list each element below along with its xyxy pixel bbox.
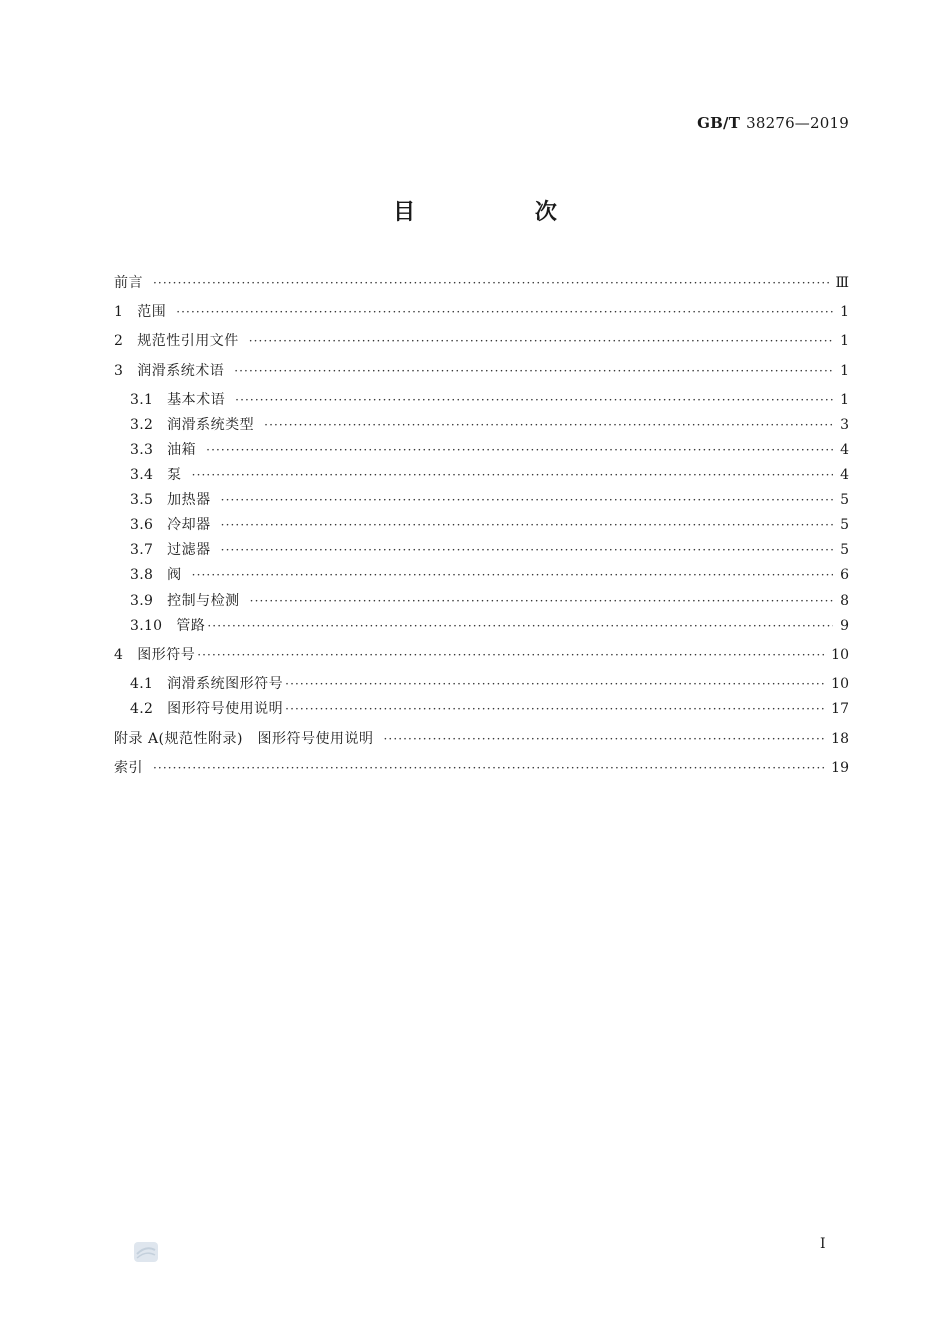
toc-entry-number: 3 (114, 363, 124, 379)
toc-leader-dots (221, 539, 833, 561)
toc-entry-page: 1 (840, 392, 849, 408)
toc-entry-page: 5 (840, 492, 849, 508)
toc-entry-preface[interactable] (114, 272, 849, 294)
toc-entry-title: 索引 (114, 760, 143, 776)
sac-logo-icon (133, 1240, 159, 1264)
toc-title: 目 次 (393, 200, 613, 225)
toc-leader-dots (250, 590, 833, 612)
toc-entry-title: 范围 (137, 304, 167, 320)
toc-entry-page: 19 (831, 760, 849, 776)
toc-entry-title: 管路 (176, 618, 206, 634)
toc-entry-3-1[interactable] (130, 389, 849, 411)
toc-leader-dots (192, 464, 833, 486)
toc-entry-title: 控制与检测 (167, 593, 240, 609)
toc-entry-number: 1 (114, 304, 124, 320)
toc-entry-number: 3.8 (130, 567, 154, 583)
toc-entry-title: 油箱 (167, 442, 197, 458)
toc-entry-3-3[interactable] (130, 439, 849, 461)
toc-leader-dots (153, 272, 829, 294)
toc-leader-dots (383, 728, 825, 750)
toc-entry-page: 5 (840, 542, 849, 558)
toc-entry-title: 过滤器 (167, 542, 211, 558)
toc-leader-dots (234, 360, 833, 382)
toc-entry-page: 18 (831, 731, 849, 747)
toc-leader-dots (285, 673, 825, 695)
toc-entry-number: 3.1 (130, 392, 154, 408)
toc-entry-page: 1 (840, 363, 849, 379)
toc-entry-page: 10 (831, 647, 849, 663)
toc-entry-appendix-a[interactable] (114, 728, 849, 750)
toc-entry-3-2[interactable] (130, 414, 849, 436)
toc-entry-1[interactable] (114, 301, 849, 323)
toc-entry-title: 润滑系统图形符号 (167, 676, 284, 692)
toc-entry-title: 润滑系统类型 (167, 417, 255, 433)
toc-entry-page: 8 (840, 593, 849, 609)
toc-entry-number: 3.9 (130, 593, 154, 609)
toc-entry-number: 3.7 (130, 542, 154, 558)
toc-entry-page: Ⅲ (835, 275, 849, 291)
toc-entry-3[interactable] (114, 360, 849, 382)
toc-entry-3-10[interactable] (130, 615, 849, 637)
toc-entry-number: 3.5 (130, 492, 154, 508)
toc-entry-index[interactable] (114, 757, 849, 779)
standard-code: 38276—2019 (746, 114, 849, 132)
toc-entry-3-9[interactable] (130, 590, 849, 612)
toc-entry-number: 3.6 (130, 517, 154, 533)
toc-leader-dots (206, 439, 833, 461)
toc-entry-title: 加热器 (167, 492, 211, 508)
toc-entry-page: 6 (840, 567, 849, 583)
toc-entry-title: 润滑系统术语 (137, 363, 225, 379)
toc-leader-dots (235, 389, 833, 411)
toc-entry-number: 3.3 (130, 442, 154, 458)
toc-entry-3-7[interactable] (130, 539, 849, 561)
toc-entry-4[interactable] (114, 644, 849, 666)
toc-entry-title: 规范性引用文件 (137, 333, 239, 349)
toc-entry-3-6[interactable] (130, 514, 849, 536)
toc-entry-title: 冷却器 (167, 517, 211, 533)
toc-entry-title: 图形符号 (137, 647, 196, 663)
toc-entry-title: 附录 A(规范性附录) 图形符号使用说明 (114, 731, 374, 747)
toc-entry-3-5[interactable] (130, 489, 849, 511)
toc-entry-number: 4 (114, 647, 124, 663)
toc-entry-title: 前言 (114, 275, 143, 291)
toc-entry-page: 4 (840, 467, 849, 483)
toc-leader-dots (176, 301, 833, 323)
toc-entry-page: 1 (840, 333, 849, 349)
toc-entry-4-1[interactable] (130, 673, 849, 695)
page-number: I (820, 1236, 826, 1252)
toc-entry-title: 泵 (167, 467, 182, 483)
toc-entry-title: 图形符号使用说明 (167, 701, 284, 717)
toc-entry-number: 4.1 (130, 676, 154, 692)
toc-entry-4-2[interactable] (130, 698, 849, 720)
toc-entry-page: 3 (840, 417, 849, 433)
toc-entry-title: 阀 (167, 567, 182, 583)
toc-leader-dots (249, 330, 833, 352)
toc-entry-page: 1 (840, 304, 849, 320)
toc-entry-number: 4.2 (130, 701, 154, 717)
toc-leader-dots (221, 514, 833, 536)
toc-entry-number: 2 (114, 333, 124, 349)
toc-entry-page: 10 (831, 676, 849, 692)
toc-entry-number: 3.2 (130, 417, 154, 433)
toc-leader-dots (153, 757, 825, 779)
toc-entry-page: 17 (831, 701, 849, 717)
toc-entry-3-4[interactable] (130, 464, 849, 486)
toc-leader-dots (197, 644, 825, 666)
toc-entry-2[interactable] (114, 330, 849, 352)
toc-leader-dots (207, 615, 833, 637)
toc-entry-page: 5 (840, 517, 849, 533)
toc-leader-dots (285, 698, 825, 720)
toc-entry-number: 3.10 (130, 618, 163, 634)
toc-leader-dots (192, 564, 833, 586)
toc-leader-dots (264, 414, 833, 436)
toc-entry-title: 基本术语 (167, 392, 226, 408)
toc-leader-dots (221, 489, 833, 511)
toc-entry-number: 3.4 (130, 467, 154, 483)
standard-prefix: GB/T (697, 114, 741, 132)
toc-entry-page: 4 (840, 442, 849, 458)
toc-entry-3-8[interactable] (130, 564, 849, 586)
toc-entry-page: 9 (840, 618, 849, 634)
